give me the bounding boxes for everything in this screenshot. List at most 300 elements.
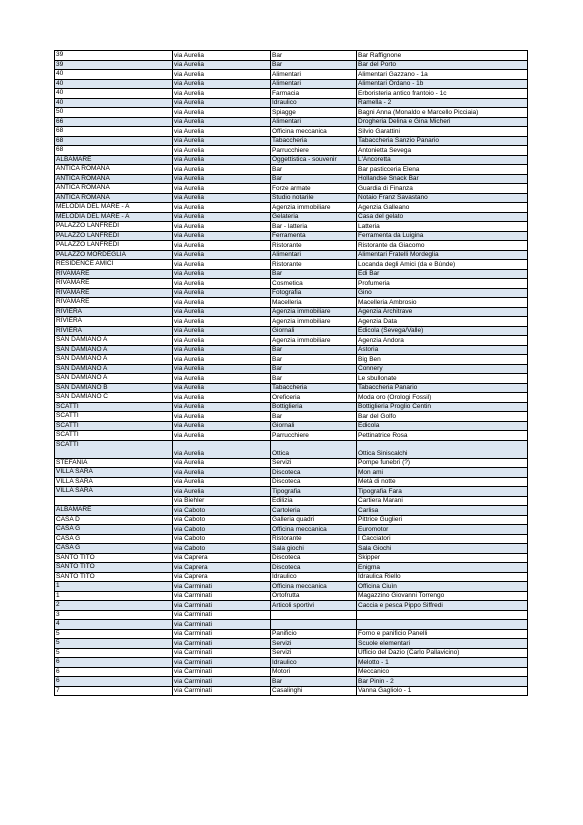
category-cell: Giornali: [271, 326, 357, 336]
business-name-cell: Enigma: [357, 563, 528, 573]
category-cell: Agenzia immobiliare: [271, 336, 357, 346]
business-name-cell: Le sbullonate: [357, 374, 528, 384]
building-cell: SCATTI: [55, 402, 173, 412]
table-row: [55, 51, 528, 61]
street-cell: via Aurelia: [173, 383, 271, 393]
street-cell: via Aurelia: [173, 222, 271, 232]
business-name-cell: Officina Ciuìn: [357, 582, 528, 592]
business-name-cell: Skipper: [357, 553, 528, 563]
street-cell: via Aurelia: [173, 108, 271, 118]
building-cell: [55, 496, 173, 506]
business-name-cell: Bagni Anna (Monaldo e Marcello Picciaia): [357, 108, 528, 118]
table-row: [55, 677, 528, 687]
category-cell: Bar: [271, 355, 357, 365]
table-row: [55, 70, 528, 80]
street-cell: via Aurelia: [173, 336, 271, 346]
business-name-cell: Edicola (Sevega/Valle): [357, 326, 528, 336]
business-name-cell: Vanna Gagliolo - 1: [357, 686, 528, 696]
building-cell: ANTICA ROMANA: [55, 184, 173, 194]
table-row: [55, 355, 528, 365]
building-cell: MELODIA DEL MARE - A: [55, 203, 173, 213]
business-name-cell: Ristorante da Giacomo: [357, 241, 528, 251]
category-cell: Cartoleria: [271, 506, 357, 516]
category-cell: Bar: [271, 364, 357, 374]
business-name-cell: Silvio Garattini: [357, 127, 528, 137]
category-cell: Idraulico: [271, 572, 357, 582]
business-name-cell: Erboristeria antico frantoio - 1c: [357, 89, 528, 99]
category-cell: Bar: [271, 345, 357, 355]
street-cell: via Aurelia: [173, 412, 271, 422]
category-cell: Oreficeria: [271, 393, 357, 403]
business-name-cell: Magazzino Giovanni Torrengo: [357, 591, 528, 601]
building-cell: 40: [55, 98, 173, 108]
building-cell: VILLA SARA: [55, 468, 173, 478]
street-cell: via Caprera: [173, 563, 271, 573]
building-cell: 5: [55, 629, 173, 639]
category-cell: Servizi: [271, 639, 357, 649]
business-name-cell: Caccia e pesca Pippo Siffredi: [357, 601, 528, 611]
category-cell: Panificio: [271, 629, 357, 639]
table-row: [55, 60, 528, 70]
table-row: [55, 222, 528, 232]
street-cell: via Aurelia: [173, 288, 271, 298]
street-cell: via Aurelia: [173, 155, 271, 165]
table-row: [55, 79, 528, 89]
category-cell: Discoteca: [271, 477, 357, 487]
table-row: [55, 326, 528, 336]
street-cell: via Aurelia: [173, 468, 271, 478]
table-row: [55, 421, 528, 431]
street-cell: via Aurelia: [173, 374, 271, 384]
street-cell: via Caboto: [173, 534, 271, 544]
building-cell: SCATTI: [55, 412, 173, 422]
building-cell: MELODIA DEL MARE - A: [55, 212, 173, 222]
business-name-cell: Guardia di Finanza: [357, 184, 528, 194]
business-name-cell: Notaio Franz Savastano: [357, 193, 528, 203]
street-cell: via Aurelia: [173, 174, 271, 184]
street-cell: via Aurelia: [173, 184, 271, 194]
category-cell: Agenzia immobiliare: [271, 317, 357, 327]
table-row: [55, 515, 528, 525]
street-cell: via Aurelia: [173, 355, 271, 365]
category-cell: Alimentari: [271, 250, 357, 260]
table-row: [55, 231, 528, 241]
building-cell: RIVAMARE: [55, 279, 173, 289]
category-cell: Bar: [271, 174, 357, 184]
street-cell: via Aurelia: [173, 317, 271, 327]
table-row: [55, 374, 528, 384]
street-cell: via Aurelia: [173, 98, 271, 108]
table-row: [55, 212, 528, 222]
category-cell: Agenzia immobiliare: [271, 203, 357, 213]
street-cell: via Caboto: [173, 506, 271, 516]
category-cell: Tipografia: [271, 487, 357, 497]
table-row: [55, 458, 528, 468]
street-cell: via Aurelia: [173, 241, 271, 251]
business-name-cell: Astoria: [357, 345, 528, 355]
table-row: [55, 582, 528, 592]
table-row: [55, 241, 528, 251]
table-row: [55, 620, 528, 630]
category-cell: Giornali: [271, 421, 357, 431]
table-row: [55, 89, 528, 99]
table-row: [55, 553, 528, 563]
business-name-cell: Edi Bar: [357, 269, 528, 279]
street-cell: via Aurelia: [173, 326, 271, 336]
table-row: [55, 487, 528, 497]
building-cell: 68: [55, 146, 173, 156]
table-row: [55, 610, 528, 620]
street-cell: via Caprera: [173, 572, 271, 582]
building-cell: CASA D: [55, 515, 173, 525]
table-row: [55, 686, 528, 696]
category-cell: Articoli sportivi: [271, 601, 357, 611]
business-directory-table: [54, 50, 528, 696]
table-row: [55, 468, 528, 478]
building-cell: ANTICA ROMANA: [55, 193, 173, 203]
building-cell: 7: [55, 686, 173, 696]
street-cell: via Aurelia: [173, 146, 271, 156]
street-cell: via Caboto: [173, 525, 271, 535]
table-row: [55, 393, 528, 403]
business-name-cell: Alimentari Ordano - 1b: [357, 79, 528, 89]
business-name-cell: Latteria: [357, 222, 528, 232]
table-row: [55, 193, 528, 203]
building-cell: ALBAMARE: [55, 506, 173, 516]
street-cell: via Carminati: [173, 629, 271, 639]
business-name-cell: Antonietta Sevega: [357, 146, 528, 156]
table-row: [55, 345, 528, 355]
business-name-cell: Euromotor: [357, 525, 528, 535]
street-cell: via Carminati: [173, 648, 271, 658]
street-cell: via Aurelia: [173, 402, 271, 412]
table-row: [55, 534, 528, 544]
street-cell: via Aurelia: [173, 487, 271, 497]
business-name-cell: Tipografia Fara: [357, 487, 528, 497]
business-name-cell: Bar del Porto: [357, 60, 528, 70]
table-row: [55, 203, 528, 213]
category-cell: Agenzia immobiliare: [271, 307, 357, 317]
street-cell: via Aurelia: [173, 421, 271, 431]
category-cell: Sala giochi: [271, 544, 357, 554]
business-name-cell: Forno e panificio Panelli: [357, 629, 528, 639]
table-row: [55, 250, 528, 260]
building-cell: RIVAMARE: [55, 269, 173, 279]
category-cell: Bar: [271, 165, 357, 175]
category-cell: Ristorante: [271, 241, 357, 251]
category-cell: Parrucchiere: [271, 146, 357, 156]
category-cell: Macelleria: [271, 298, 357, 308]
building-cell: 66: [55, 117, 173, 127]
building-cell: 1: [55, 582, 173, 592]
table-row: [55, 440, 528, 458]
business-name-cell: Alimentari Gazzano - 1a: [357, 70, 528, 80]
business-name-cell: Hollandse Snack Bar: [357, 174, 528, 184]
street-cell: via Carminati: [173, 677, 271, 687]
business-name-cell: Tabaccheria Sanzio Panario: [357, 136, 528, 146]
category-cell: Tabaccheria: [271, 383, 357, 393]
category-cell: Bar: [271, 677, 357, 687]
street-cell: via Aurelia: [173, 136, 271, 146]
business-name-cell: Big Ben: [357, 355, 528, 365]
building-cell: 68: [55, 136, 173, 146]
street-cell: via Aurelia: [173, 203, 271, 213]
table-row: [55, 431, 528, 441]
building-cell: PALAZZO LANFREDI: [55, 241, 173, 251]
category-cell: Gelateria: [271, 212, 357, 222]
category-cell: Tabaccheria: [271, 136, 357, 146]
building-cell: 6: [55, 658, 173, 668]
building-cell: PALAZZO LANFREDI: [55, 231, 173, 241]
building-cell: 40: [55, 79, 173, 89]
business-name-cell: Carlisa: [357, 506, 528, 516]
building-cell: 39: [55, 60, 173, 70]
category-cell: Ferramenta: [271, 231, 357, 241]
business-name-cell: I Cacciatori: [357, 534, 528, 544]
business-name-cell: L'Ancoretta: [357, 155, 528, 165]
table-row: [55, 601, 528, 611]
street-cell: via Aurelia: [173, 212, 271, 222]
building-cell: RESIDENCE AMICI: [55, 260, 173, 270]
business-name-cell: Locanda degli Amici (da e Bùnde): [357, 260, 528, 270]
business-name-cell: Meccanico: [357, 667, 528, 677]
street-cell: via Aurelia: [173, 307, 271, 317]
category-cell: Spiagge: [271, 108, 357, 118]
business-name-cell: Melotto - 1: [357, 658, 528, 668]
category-cell: Bar: [271, 51, 357, 61]
category-cell: Alimentari: [271, 79, 357, 89]
building-cell: 50: [55, 108, 173, 118]
street-cell: via Aurelia: [173, 393, 271, 403]
table-row: [55, 667, 528, 677]
building-cell: 5: [55, 639, 173, 649]
table-row: [55, 639, 528, 649]
table-row: [55, 525, 528, 535]
table-row: [55, 336, 528, 346]
street-cell: via Aurelia: [173, 79, 271, 89]
building-cell: SCATTI: [55, 431, 173, 441]
street-cell: via Aurelia: [173, 431, 271, 441]
table-row: [55, 117, 528, 127]
table-row: [55, 402, 528, 412]
building-cell: ANTICA ROMANA: [55, 174, 173, 184]
category-cell: Servizi: [271, 648, 357, 658]
building-cell: SANTO TITO: [55, 572, 173, 582]
category-cell: Fotografia: [271, 288, 357, 298]
business-name-cell: Metà di notte: [357, 477, 528, 487]
street-cell: via Aurelia: [173, 260, 271, 270]
street-cell: via Aurelia: [173, 127, 271, 137]
table-row: [55, 288, 528, 298]
table-row: [55, 298, 528, 308]
street-cell: via Aurelia: [173, 279, 271, 289]
category-cell: Discoteca: [271, 563, 357, 573]
table-row: [55, 307, 528, 317]
business-name-cell: Connery: [357, 364, 528, 374]
building-cell: RIVIERA: [55, 326, 173, 336]
table-row: [55, 477, 528, 487]
category-cell: Bar: [271, 374, 357, 384]
building-cell: SAN DAMIANO A: [55, 355, 173, 365]
building-cell: SAN DAMIANO A: [55, 374, 173, 384]
building-cell: SAN DAMIANO A: [55, 364, 173, 374]
building-cell: PALAZZO MORDEGLIA: [55, 250, 173, 260]
business-name-cell: Alimentari Fratelli Mordeglia: [357, 250, 528, 260]
table-body: [55, 51, 528, 696]
table-row: [55, 165, 528, 175]
business-name-cell: Mon ami: [357, 468, 528, 478]
building-cell: PALAZZO LANFREDI: [55, 222, 173, 232]
building-cell: SANTO TITO: [55, 553, 173, 563]
category-cell: Discoteca: [271, 468, 357, 478]
category-cell: Officina meccanica: [271, 127, 357, 137]
street-cell: via Aurelia: [173, 269, 271, 279]
street-cell: via Carminati: [173, 582, 271, 592]
building-cell: 5: [55, 648, 173, 658]
business-name-cell: Ufficio del Dazio (Carlo Pallavicino): [357, 648, 528, 658]
street-cell: via Aurelia: [173, 345, 271, 355]
business-name-cell: Pettinatrice Rosa: [357, 431, 528, 441]
building-cell: RIVIERA: [55, 317, 173, 327]
building-cell: 6: [55, 677, 173, 687]
street-cell: via Aurelia: [173, 70, 271, 80]
building-cell: SAN DAMIANO A: [55, 345, 173, 355]
street-cell: via Carminati: [173, 639, 271, 649]
street-cell: via Caboto: [173, 544, 271, 554]
street-cell: via Aurelia: [173, 250, 271, 260]
building-cell: SAN DAMIANO A: [55, 336, 173, 346]
category-cell: Ristorante: [271, 534, 357, 544]
business-name-cell: Agenzia Galleano: [357, 203, 528, 213]
category-cell: Casalinghi: [271, 686, 357, 696]
building-cell: 68: [55, 127, 173, 137]
building-cell: ANTICA ROMANA: [55, 165, 173, 175]
category-cell: Officina meccanica: [271, 525, 357, 535]
table-row: [55, 364, 528, 374]
category-cell: Bottiglieria: [271, 402, 357, 412]
table-row: [55, 127, 528, 137]
street-cell: via Biehler: [173, 496, 271, 506]
business-name-cell: Bar Raffignone: [357, 51, 528, 61]
table-row: [55, 155, 528, 165]
category-cell: Servizi: [271, 458, 357, 468]
building-cell: SANTO TITO: [55, 563, 173, 573]
business-name-cell: Pittrice Guglieri: [357, 515, 528, 525]
table-row: [55, 269, 528, 279]
table-row: [55, 383, 528, 393]
business-name-cell: Edicola: [357, 421, 528, 431]
building-cell: CASA G: [55, 534, 173, 544]
table-row: [55, 563, 528, 573]
business-name-cell: Bar del Golfo: [357, 412, 528, 422]
business-name-cell: Bottiglieria Proglio Centin: [357, 402, 528, 412]
table-row: [55, 108, 528, 118]
street-cell: via Aurelia: [173, 117, 271, 127]
category-cell: Ottica: [271, 440, 357, 458]
category-cell: Bar: [271, 60, 357, 70]
category-cell: Bar: [271, 269, 357, 279]
business-name-cell: Agenzia Data: [357, 317, 528, 327]
building-cell: CASA G: [55, 525, 173, 535]
category-cell: Forze armate: [271, 184, 357, 194]
street-cell: via Aurelia: [173, 298, 271, 308]
table-row: [55, 184, 528, 194]
business-name-cell: Moda oro (Orologi Fossil): [357, 393, 528, 403]
table-row: [55, 260, 528, 270]
street-cell: via Aurelia: [173, 51, 271, 61]
category-cell: Idraulico: [271, 658, 357, 668]
street-cell: via Aurelia: [173, 165, 271, 175]
building-cell: 3: [55, 610, 173, 620]
category-cell: Parrucchiere: [271, 431, 357, 441]
street-cell: via Carminati: [173, 686, 271, 696]
business-name-cell: Bar Pinin - 2: [357, 677, 528, 687]
building-cell: SCATTI: [55, 421, 173, 431]
business-name-cell: Sala Giochi: [357, 544, 528, 554]
category-cell: Galleria quadri: [271, 515, 357, 525]
business-name-cell: Drogheria Delina e Gina Micheri: [357, 117, 528, 127]
category-cell: [271, 620, 357, 630]
category-cell: Edilizia: [271, 496, 357, 506]
category-cell: Ortofrutta: [271, 591, 357, 601]
street-cell: via Caboto: [173, 515, 271, 525]
building-cell: STEFANIA: [55, 458, 173, 468]
building-cell: VILLA SARA: [55, 477, 173, 487]
category-cell: Idraulico: [271, 98, 357, 108]
business-name-cell: Ottica Siniscalchi: [357, 440, 528, 458]
category-cell: Bar - latteria: [271, 222, 357, 232]
street-cell: via Carminati: [173, 658, 271, 668]
table-row: [55, 496, 528, 506]
street-cell: via Aurelia: [173, 231, 271, 241]
business-name-cell: Idraulica Riello: [357, 572, 528, 582]
street-cell: via Carminati: [173, 667, 271, 677]
building-cell: RIVIERA: [55, 307, 173, 317]
business-name-cell: Macelleria Ambrosio: [357, 298, 528, 308]
business-name-cell: Profumeria: [357, 279, 528, 289]
table-row: [55, 648, 528, 658]
category-cell: Officina meccanica: [271, 582, 357, 592]
category-cell: Discoteca: [271, 553, 357, 563]
building-cell: RIVAMARE: [55, 298, 173, 308]
category-cell: Cosmetica: [271, 279, 357, 289]
business-name-cell: Bar pasticceria Elena: [357, 165, 528, 175]
building-cell: RIVAMARE: [55, 288, 173, 298]
category-cell: Alimentari: [271, 70, 357, 80]
building-cell: 2: [55, 601, 173, 611]
table-row: [55, 544, 528, 554]
building-cell: 1: [55, 591, 173, 601]
table-row: [55, 279, 528, 289]
category-cell: Studio notarile: [271, 193, 357, 203]
building-cell: VILLA SARA: [55, 487, 173, 497]
table-row: [55, 591, 528, 601]
building-cell: 40: [55, 70, 173, 80]
building-cell: SAN DAMIANO B: [55, 383, 173, 393]
building-cell: 40: [55, 89, 173, 99]
building-cell: SCATTI: [55, 440, 173, 458]
table-row: [55, 174, 528, 184]
business-name-cell: Cartiera Marani: [357, 496, 528, 506]
building-cell: 6: [55, 667, 173, 677]
table-row: [55, 629, 528, 639]
category-cell: Farmacia: [271, 89, 357, 99]
street-cell: via Aurelia: [173, 364, 271, 374]
table-row: [55, 412, 528, 422]
business-name-cell: Pompe funebri (?): [357, 458, 528, 468]
business-name-cell: Ramella - 2: [357, 98, 528, 108]
building-cell: 39: [55, 51, 173, 61]
